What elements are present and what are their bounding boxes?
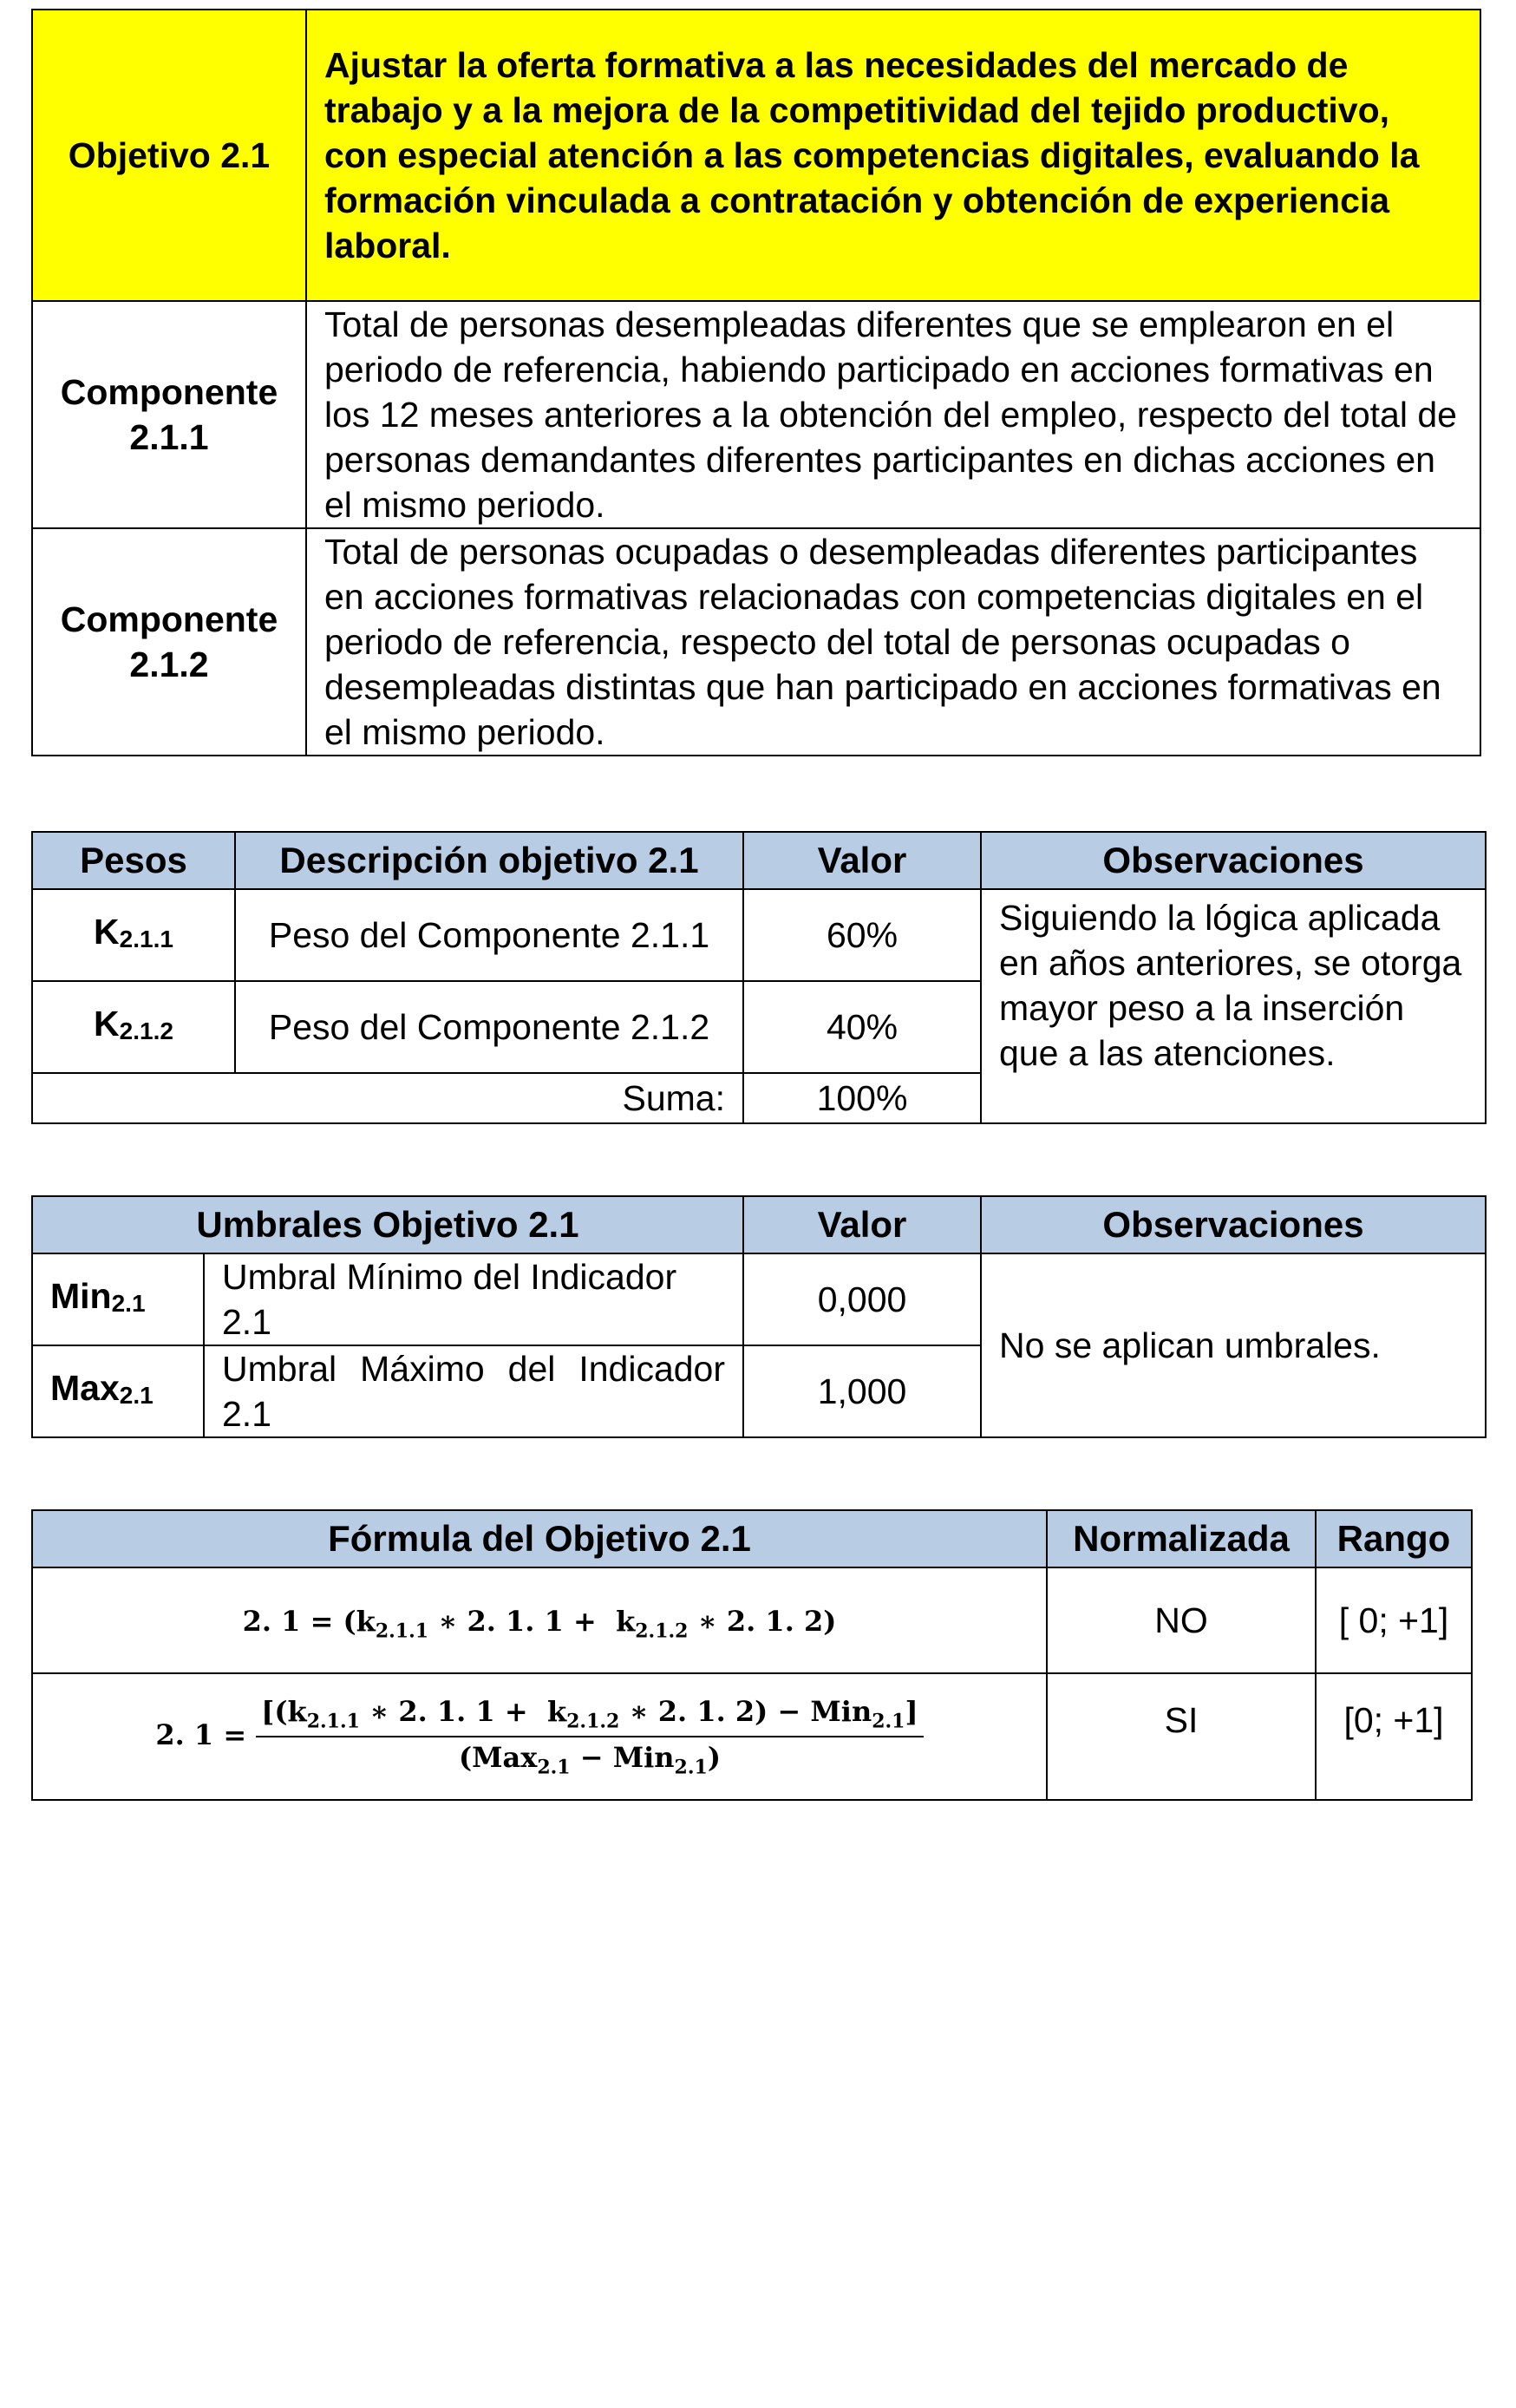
objective-text: Ajustar la oferta formativa a las necesidades del mercado de trabajo y a la mejora de la competitividad del tejido productivo, con especial atención a las competencias digitales, evaluando la formación vinculada a contratación y obtención de experiencia laboral. xyxy=(306,10,1480,301)
component-label: Componente 2.1.2 xyxy=(32,528,306,756)
sum-label: Suma: xyxy=(32,1073,743,1123)
threshold-value: 1,000 xyxy=(743,1345,981,1437)
formula-header-range: Rango xyxy=(1316,1510,1472,1567)
formula-range: [0; +1] xyxy=(1316,1673,1472,1800)
formula-normalized: 2. 1 = $\frac{[(k_{2.1.1} ∗ 2. 1. 1 + k_{2.1.2} ∗ 2. 1. 2) - Min_{2.1}]}{(Max_{2.1} - Min_{2.1})}$ xyxy=(32,1673,1047,1800)
weight-symbol: K2.1.1 xyxy=(32,889,235,981)
weights-header-observations: Observaciones xyxy=(981,832,1486,889)
objective-table xyxy=(31,9,1481,756)
thresholds-observations: No se aplican umbrales. xyxy=(981,1253,1486,1437)
component-text: Total de personas ocupadas o desempleadas diferentes participantes en acciones formativas relacionadas con competencias digitales en el periodo de referencia, respecto del total de personas ocupadas o desempleadas distintas que han participado en acciones formativas en el mismo periodo. xyxy=(306,528,1480,756)
threshold-value: 0,000 xyxy=(743,1253,981,1345)
component-label: Componente 2.1.1 xyxy=(32,301,306,528)
formula-table xyxy=(31,1509,1473,1801)
threshold-description: Umbral Mínimo del Indicador 2.1 xyxy=(204,1253,743,1345)
objective-label: Objetivo 2.1 xyxy=(32,10,306,301)
weights-table xyxy=(31,831,1487,1124)
thresholds-table xyxy=(31,1195,1487,1438)
weight-value: 40% xyxy=(743,981,981,1073)
weight-value: 60% xyxy=(743,889,981,981)
formula-header-title: Fórmula del Objetivo 2.1 xyxy=(32,1510,1047,1567)
formula-normalized-flag: NO xyxy=(1047,1567,1316,1673)
formula-header-normalized: Normalizada xyxy=(1047,1510,1316,1567)
formula-range: [ 0; +1] xyxy=(1316,1567,1472,1673)
weight-symbol: K2.1.2 xyxy=(32,981,235,1073)
weights-header-description: Descripción objetivo 2.1 xyxy=(235,832,743,889)
sum-value: 100% xyxy=(743,1073,981,1123)
formula-normalized-flag: SI xyxy=(1047,1673,1316,1800)
component-text: Total de personas desempleadas diferentes que se emplearon en el periodo de referencia, habiendo participado en acciones formativas en los 12 meses anteriores a la obtención del empleo, respecto del total de personas demandantes diferentes participantes en dichas acciones en el mismo periodo. xyxy=(306,301,1480,528)
weights-observations: Siguiendo la lógica aplicada en años anteriores, se otorga mayor peso a la inserción que a las atenciones. xyxy=(981,889,1486,1123)
formula-unnormalized: 2. $1 = (k_{2.1.1}$ ∗ 2. 1. $1 + k_{2.1.2}$ ∗ 2. 1. 2) xyxy=(32,1567,1047,1673)
thresholds-header-value: Valor xyxy=(743,1196,981,1253)
weight-description: Peso del Componente 2.1.1 xyxy=(235,889,743,981)
weights-header-value: Valor xyxy=(743,832,981,889)
weight-description: Peso del Componente 2.1.2 xyxy=(235,981,743,1073)
threshold-symbol: Min2.1 xyxy=(32,1253,204,1345)
thresholds-header-title: Umbrales Objetivo 2.1 xyxy=(32,1196,743,1253)
threshold-symbol: Max2.1 xyxy=(32,1345,204,1437)
weights-header-pesos: Pesos xyxy=(32,832,235,889)
thresholds-header-observations: Observaciones xyxy=(981,1196,1486,1253)
threshold-description: Umbral Máximo del Indicador 2.1 xyxy=(204,1345,743,1437)
